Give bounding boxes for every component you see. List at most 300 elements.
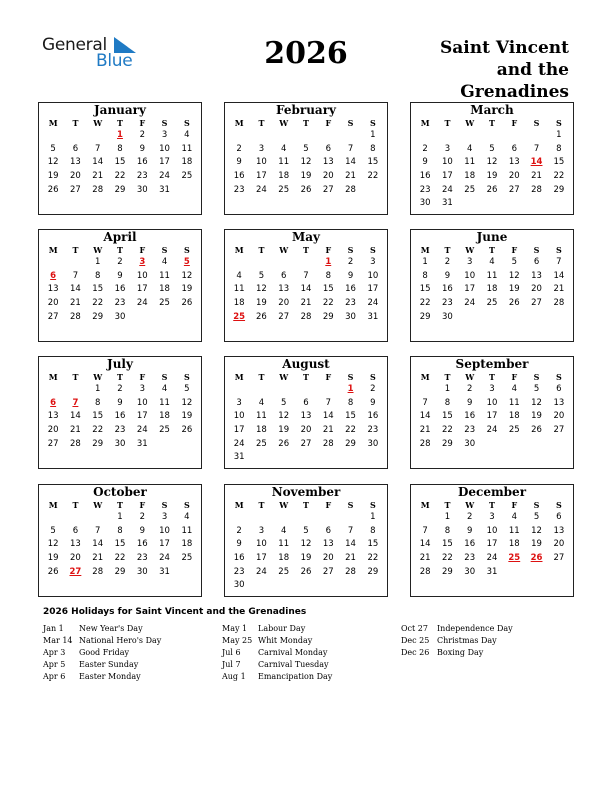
month-october bbox=[38, 484, 202, 597]
day: 15 bbox=[419, 284, 431, 295]
holiday-row bbox=[222, 623, 332, 635]
day: 6 bbox=[511, 143, 517, 154]
day: 5 bbox=[280, 397, 287, 408]
day: 15 bbox=[442, 539, 453, 550]
day: 6 bbox=[303, 397, 309, 408]
empty-day bbox=[481, 129, 503, 143]
empty-day bbox=[436, 129, 458, 143]
day: 28 bbox=[419, 566, 431, 577]
month-january bbox=[38, 102, 202, 215]
day: 4 bbox=[184, 130, 190, 140]
day: 25 bbox=[159, 425, 170, 436]
empty-day bbox=[64, 383, 86, 397]
day: 8 bbox=[117, 525, 123, 536]
day: 16 bbox=[367, 411, 379, 422]
day: 24 bbox=[464, 298, 476, 309]
day: 22 bbox=[114, 171, 126, 182]
day: 28 bbox=[553, 298, 565, 309]
weekday-header: F bbox=[139, 372, 146, 382]
day: 4 bbox=[280, 143, 287, 154]
day: 20 bbox=[278, 298, 290, 309]
day: 26 bbox=[300, 184, 312, 195]
day: 23 bbox=[464, 553, 476, 564]
day: 13 bbox=[553, 397, 565, 408]
day: 4 bbox=[511, 512, 517, 522]
month-november bbox=[224, 484, 388, 597]
day: 5 bbox=[184, 384, 190, 394]
weekday-header: T bbox=[72, 372, 79, 382]
empty-day bbox=[64, 256, 86, 270]
holiday-name: Independence Day bbox=[437, 624, 513, 633]
day: 25 bbox=[159, 298, 170, 309]
day: 16 bbox=[464, 539, 476, 550]
weekday-header: M bbox=[48, 118, 58, 128]
day: 14 bbox=[553, 270, 565, 281]
day: 14 bbox=[70, 411, 81, 422]
day: 28 bbox=[70, 438, 81, 449]
day: 13 bbox=[322, 539, 334, 550]
day: 15 bbox=[345, 411, 356, 422]
day: 5 bbox=[303, 143, 309, 154]
day: 29 bbox=[367, 566, 379, 577]
month-august bbox=[224, 356, 388, 469]
day: 2 bbox=[139, 130, 145, 140]
weekday-header: M bbox=[420, 372, 430, 382]
empty-day bbox=[42, 129, 64, 143]
day: 13 bbox=[300, 411, 312, 422]
day: 28 bbox=[345, 184, 356, 195]
day: 4 bbox=[258, 397, 265, 408]
day: 11 bbox=[181, 143, 193, 154]
day: 9 bbox=[444, 270, 451, 281]
weekday-header: M bbox=[234, 372, 244, 382]
day: 3 bbox=[370, 257, 376, 267]
day: 5 bbox=[50, 525, 56, 536]
day: 19 bbox=[300, 553, 312, 564]
day: 10 bbox=[464, 270, 476, 281]
weekday-header: S bbox=[347, 372, 354, 382]
day: 11 bbox=[508, 525, 520, 536]
day: 27 bbox=[553, 553, 565, 564]
empty-day bbox=[525, 129, 547, 143]
day: 1 bbox=[444, 384, 451, 394]
month-may bbox=[224, 229, 388, 342]
weekday-header: S bbox=[347, 245, 354, 255]
day: 4 bbox=[161, 384, 168, 394]
day: 18 bbox=[278, 553, 290, 564]
weekday-header: S bbox=[161, 500, 168, 510]
empty-day bbox=[64, 511, 86, 525]
day: 20 bbox=[70, 171, 81, 182]
day: 3 bbox=[161, 130, 168, 140]
weekday-header: F bbox=[511, 500, 518, 510]
day: 29 bbox=[419, 311, 431, 322]
weekday-header: S bbox=[183, 372, 190, 382]
empty-day bbox=[228, 511, 250, 525]
day: 29 bbox=[92, 438, 104, 449]
empty-day bbox=[295, 511, 317, 525]
weekday-header: S bbox=[369, 118, 376, 128]
weekday-header: T bbox=[117, 118, 123, 128]
weekday-header: M bbox=[234, 500, 244, 510]
empty-day bbox=[273, 129, 295, 143]
holiday-row bbox=[401, 623, 513, 635]
day: 14 bbox=[322, 411, 334, 422]
day: 7 bbox=[303, 270, 309, 281]
day: 8 bbox=[556, 143, 562, 154]
day: 30 bbox=[419, 198, 431, 209]
holiday-row bbox=[401, 647, 513, 659]
holiday-name: Labour Day bbox=[258, 624, 306, 633]
day: 8 bbox=[94, 270, 101, 281]
holiday-name: Carnival Monday bbox=[258, 648, 328, 657]
day: 24 bbox=[367, 298, 379, 309]
day: 5 bbox=[303, 525, 309, 536]
day: 6 bbox=[325, 143, 331, 154]
day: 12 bbox=[181, 270, 193, 281]
empty-day bbox=[42, 383, 64, 397]
day: 8 bbox=[325, 270, 331, 281]
day: 8 bbox=[444, 525, 451, 536]
holiday-name: Whit Monday bbox=[258, 636, 313, 645]
day: 15 bbox=[114, 157, 126, 168]
day: 14 bbox=[345, 539, 356, 550]
day: 27 bbox=[47, 311, 59, 322]
day: 17 bbox=[233, 425, 245, 436]
day: 29 bbox=[92, 311, 104, 322]
holiday-row bbox=[401, 635, 513, 647]
empty-day bbox=[414, 129, 436, 143]
day: 15 bbox=[114, 539, 126, 550]
day: 11 bbox=[159, 270, 170, 281]
weekday-header: T bbox=[117, 372, 123, 382]
day: 5 bbox=[533, 512, 540, 522]
day: 30 bbox=[114, 438, 126, 449]
day: 18 bbox=[278, 171, 290, 182]
day: 7 bbox=[533, 143, 540, 154]
empty-day bbox=[273, 256, 295, 270]
holiday-date: May 1 bbox=[222, 624, 248, 633]
day: 28 bbox=[345, 566, 356, 577]
holiday-day: 7 bbox=[72, 397, 79, 408]
weekday-header: S bbox=[183, 500, 190, 510]
day: 27 bbox=[508, 184, 520, 195]
weekday-header: F bbox=[325, 118, 332, 128]
day: 12 bbox=[47, 539, 59, 550]
day: 26 bbox=[300, 566, 312, 577]
day: 22 bbox=[92, 425, 104, 436]
day: 31 bbox=[442, 198, 453, 209]
holiday-name: Easter Sunday bbox=[79, 660, 139, 669]
day: 13 bbox=[47, 411, 59, 422]
day: 4 bbox=[236, 270, 242, 281]
day: 20 bbox=[300, 425, 312, 436]
holiday-row bbox=[222, 635, 332, 647]
day: 5 bbox=[511, 257, 517, 267]
weekday-header: T bbox=[444, 372, 451, 382]
day: 13 bbox=[278, 284, 290, 295]
day: 23 bbox=[442, 298, 453, 309]
day: 17 bbox=[256, 171, 267, 182]
day: 6 bbox=[533, 257, 540, 267]
day: 14 bbox=[419, 411, 431, 422]
weekday-header: S bbox=[555, 500, 562, 510]
day: 3 bbox=[258, 143, 265, 154]
empty-day bbox=[317, 129, 339, 143]
weekday-header: T bbox=[444, 500, 451, 510]
day: 19 bbox=[300, 171, 312, 182]
day: 2 bbox=[236, 525, 242, 536]
day: 7 bbox=[556, 257, 562, 267]
day: 29 bbox=[442, 566, 453, 577]
day: 13 bbox=[531, 270, 542, 281]
day: 2 bbox=[370, 384, 376, 394]
day: 13 bbox=[47, 284, 59, 295]
day: 16 bbox=[345, 284, 356, 295]
empty-day bbox=[295, 129, 317, 143]
weekday-header: T bbox=[303, 245, 309, 255]
day: 19 bbox=[531, 411, 542, 422]
month-september bbox=[410, 356, 574, 469]
day: 1 bbox=[370, 512, 376, 522]
day: 27 bbox=[553, 425, 565, 436]
day: 26 bbox=[486, 184, 498, 195]
day: 10 bbox=[486, 525, 498, 536]
day: 12 bbox=[300, 157, 312, 168]
day: 1 bbox=[422, 257, 428, 267]
weekday-header: S bbox=[161, 245, 168, 255]
empty-day bbox=[414, 511, 436, 525]
empty-day bbox=[87, 511, 109, 525]
day: 25 bbox=[278, 184, 290, 195]
empty-day bbox=[42, 511, 64, 525]
day: 9 bbox=[370, 397, 376, 408]
day: 12 bbox=[47, 157, 59, 168]
country-line-2: and the bbox=[496, 60, 569, 80]
day: 23 bbox=[114, 425, 126, 436]
day: 26 bbox=[181, 298, 193, 309]
day: 13 bbox=[508, 157, 520, 168]
empty-day bbox=[317, 383, 339, 397]
day: 11 bbox=[464, 157, 476, 168]
holiday-row bbox=[43, 659, 161, 671]
day: 13 bbox=[553, 525, 565, 536]
weekday-header: S bbox=[369, 500, 376, 510]
day: 19 bbox=[278, 425, 290, 436]
empty-day bbox=[250, 511, 272, 525]
holiday-name: Carnival Tuesday bbox=[258, 660, 329, 669]
day: 21 bbox=[70, 298, 81, 309]
day: 7 bbox=[422, 525, 428, 536]
logo-word-general: General bbox=[42, 35, 107, 55]
day: 22 bbox=[442, 553, 453, 564]
day: 27 bbox=[278, 311, 290, 322]
day: 25 bbox=[464, 184, 476, 195]
day: 6 bbox=[72, 143, 79, 154]
holiday-date: Apr 5 bbox=[43, 660, 66, 669]
weekday-header: F bbox=[325, 245, 332, 255]
month-name: March bbox=[470, 103, 514, 117]
day: 17 bbox=[256, 553, 267, 564]
holiday-row bbox=[222, 671, 332, 683]
day: 2 bbox=[466, 512, 473, 522]
day: 4 bbox=[511, 384, 517, 394]
day: 9 bbox=[139, 143, 145, 154]
day: 25 bbox=[181, 171, 193, 182]
weekday-header: T bbox=[117, 245, 123, 255]
day: 14 bbox=[419, 539, 431, 550]
day: 8 bbox=[370, 525, 376, 536]
weekday-header: S bbox=[533, 500, 540, 510]
day: 25 bbox=[256, 438, 267, 449]
day: 26 bbox=[181, 425, 193, 436]
day: 16 bbox=[114, 411, 126, 422]
holiday-date: Dec 26 bbox=[401, 648, 430, 657]
day: 23 bbox=[233, 566, 245, 577]
month-february bbox=[224, 102, 388, 215]
day: 11 bbox=[486, 270, 498, 281]
day: 30 bbox=[442, 311, 453, 322]
day: 21 bbox=[553, 284, 565, 295]
day: 29 bbox=[114, 184, 126, 195]
weekday-header: M bbox=[420, 245, 430, 255]
day: 17 bbox=[486, 539, 498, 550]
holiday-day: 1 bbox=[117, 130, 123, 140]
day: 9 bbox=[117, 397, 123, 408]
day: 30 bbox=[367, 438, 379, 449]
day: 3 bbox=[236, 397, 242, 408]
day: 21 bbox=[300, 298, 312, 309]
holiday-date: May 25 bbox=[222, 636, 253, 645]
weekday-header: W bbox=[465, 245, 475, 255]
day: 18 bbox=[159, 284, 170, 295]
empty-day bbox=[339, 129, 361, 143]
day: 29 bbox=[322, 311, 334, 322]
weekday-header: F bbox=[139, 245, 146, 255]
day: 8 bbox=[444, 397, 451, 408]
month-name: December bbox=[457, 485, 527, 499]
day: 2 bbox=[117, 257, 123, 267]
weekday-header: W bbox=[93, 118, 103, 128]
month-name: February bbox=[275, 103, 336, 117]
day: 2 bbox=[139, 512, 145, 522]
holiday-row bbox=[43, 647, 161, 659]
weekday-header: W bbox=[465, 500, 475, 510]
day: 17 bbox=[159, 157, 170, 168]
day: 17 bbox=[486, 411, 498, 422]
day: 10 bbox=[136, 270, 148, 281]
day: 14 bbox=[300, 284, 312, 295]
day: 16 bbox=[233, 553, 245, 564]
day: 25 bbox=[278, 566, 290, 577]
day: 28 bbox=[419, 438, 431, 449]
day: 18 bbox=[464, 171, 476, 182]
day: 31 bbox=[233, 452, 245, 463]
holiday-list-col-3 bbox=[401, 623, 513, 659]
day: 15 bbox=[92, 411, 104, 422]
weekday-header: T bbox=[303, 372, 309, 382]
day: 12 bbox=[531, 525, 542, 536]
day: 27 bbox=[300, 438, 312, 449]
holiday-day: 3 bbox=[139, 257, 146, 267]
day: 24 bbox=[442, 184, 453, 195]
weekday-header: W bbox=[93, 500, 103, 510]
day: 12 bbox=[181, 397, 193, 408]
day: 8 bbox=[94, 397, 101, 408]
day: 1 bbox=[444, 512, 451, 522]
day: 18 bbox=[181, 539, 193, 550]
holiday-date: Mar 14 bbox=[43, 636, 73, 645]
weekday-header: M bbox=[48, 500, 58, 510]
day: 12 bbox=[278, 411, 290, 422]
day: 12 bbox=[508, 270, 520, 281]
logo-word-blue: Blue bbox=[96, 51, 133, 71]
day: 26 bbox=[47, 566, 59, 577]
month-name: October bbox=[93, 485, 147, 499]
day: 16 bbox=[136, 539, 148, 550]
month-name: April bbox=[103, 230, 137, 244]
day: 21 bbox=[92, 171, 104, 182]
day: 21 bbox=[419, 425, 431, 436]
holiday-row bbox=[43, 623, 161, 635]
month-name: August bbox=[282, 357, 330, 371]
day: 25 bbox=[181, 553, 193, 564]
day: 30 bbox=[464, 566, 476, 577]
day: 3 bbox=[139, 384, 145, 394]
day: 19 bbox=[256, 298, 267, 309]
holiday-day: 14 bbox=[530, 157, 543, 168]
day: 9 bbox=[466, 397, 473, 408]
weekday-header: T bbox=[303, 500, 309, 510]
day: 3 bbox=[466, 257, 473, 267]
weekday-header: S bbox=[533, 118, 540, 128]
day: 1 bbox=[117, 512, 123, 522]
weekday-header: W bbox=[279, 500, 289, 510]
day: 14 bbox=[92, 157, 104, 168]
weekday-header: W bbox=[279, 118, 289, 128]
day: 21 bbox=[531, 171, 542, 182]
weekday-header: T bbox=[258, 245, 265, 255]
weekday-header: S bbox=[369, 372, 376, 382]
day: 17 bbox=[464, 284, 476, 295]
empty-day bbox=[295, 256, 317, 270]
month-march bbox=[410, 102, 574, 215]
day: 9 bbox=[236, 157, 242, 168]
day: 31 bbox=[159, 184, 170, 195]
day: 30 bbox=[233, 580, 245, 591]
day: 7 bbox=[422, 397, 428, 408]
holiday-date: Oct 27 bbox=[401, 624, 428, 633]
day: 9 bbox=[347, 270, 354, 281]
day: 2 bbox=[444, 257, 451, 267]
weekday-header: S bbox=[555, 372, 562, 382]
day: 11 bbox=[508, 397, 520, 408]
day: 20 bbox=[70, 553, 81, 564]
day: 4 bbox=[280, 525, 287, 536]
day: 12 bbox=[531, 397, 542, 408]
weekday-header: F bbox=[139, 500, 146, 510]
day: 21 bbox=[70, 425, 81, 436]
day: 7 bbox=[94, 143, 101, 154]
day: 6 bbox=[556, 384, 562, 394]
holiday-name: National Hero's Day bbox=[79, 636, 162, 645]
day: 20 bbox=[322, 553, 334, 564]
day: 11 bbox=[233, 284, 245, 295]
holidays-title: 2026 Holidays for Saint Vincent and the Grenadines bbox=[43, 607, 307, 617]
weekday-header: T bbox=[72, 500, 79, 510]
weekday-header: W bbox=[279, 372, 289, 382]
holiday-day: 1 bbox=[325, 257, 332, 267]
